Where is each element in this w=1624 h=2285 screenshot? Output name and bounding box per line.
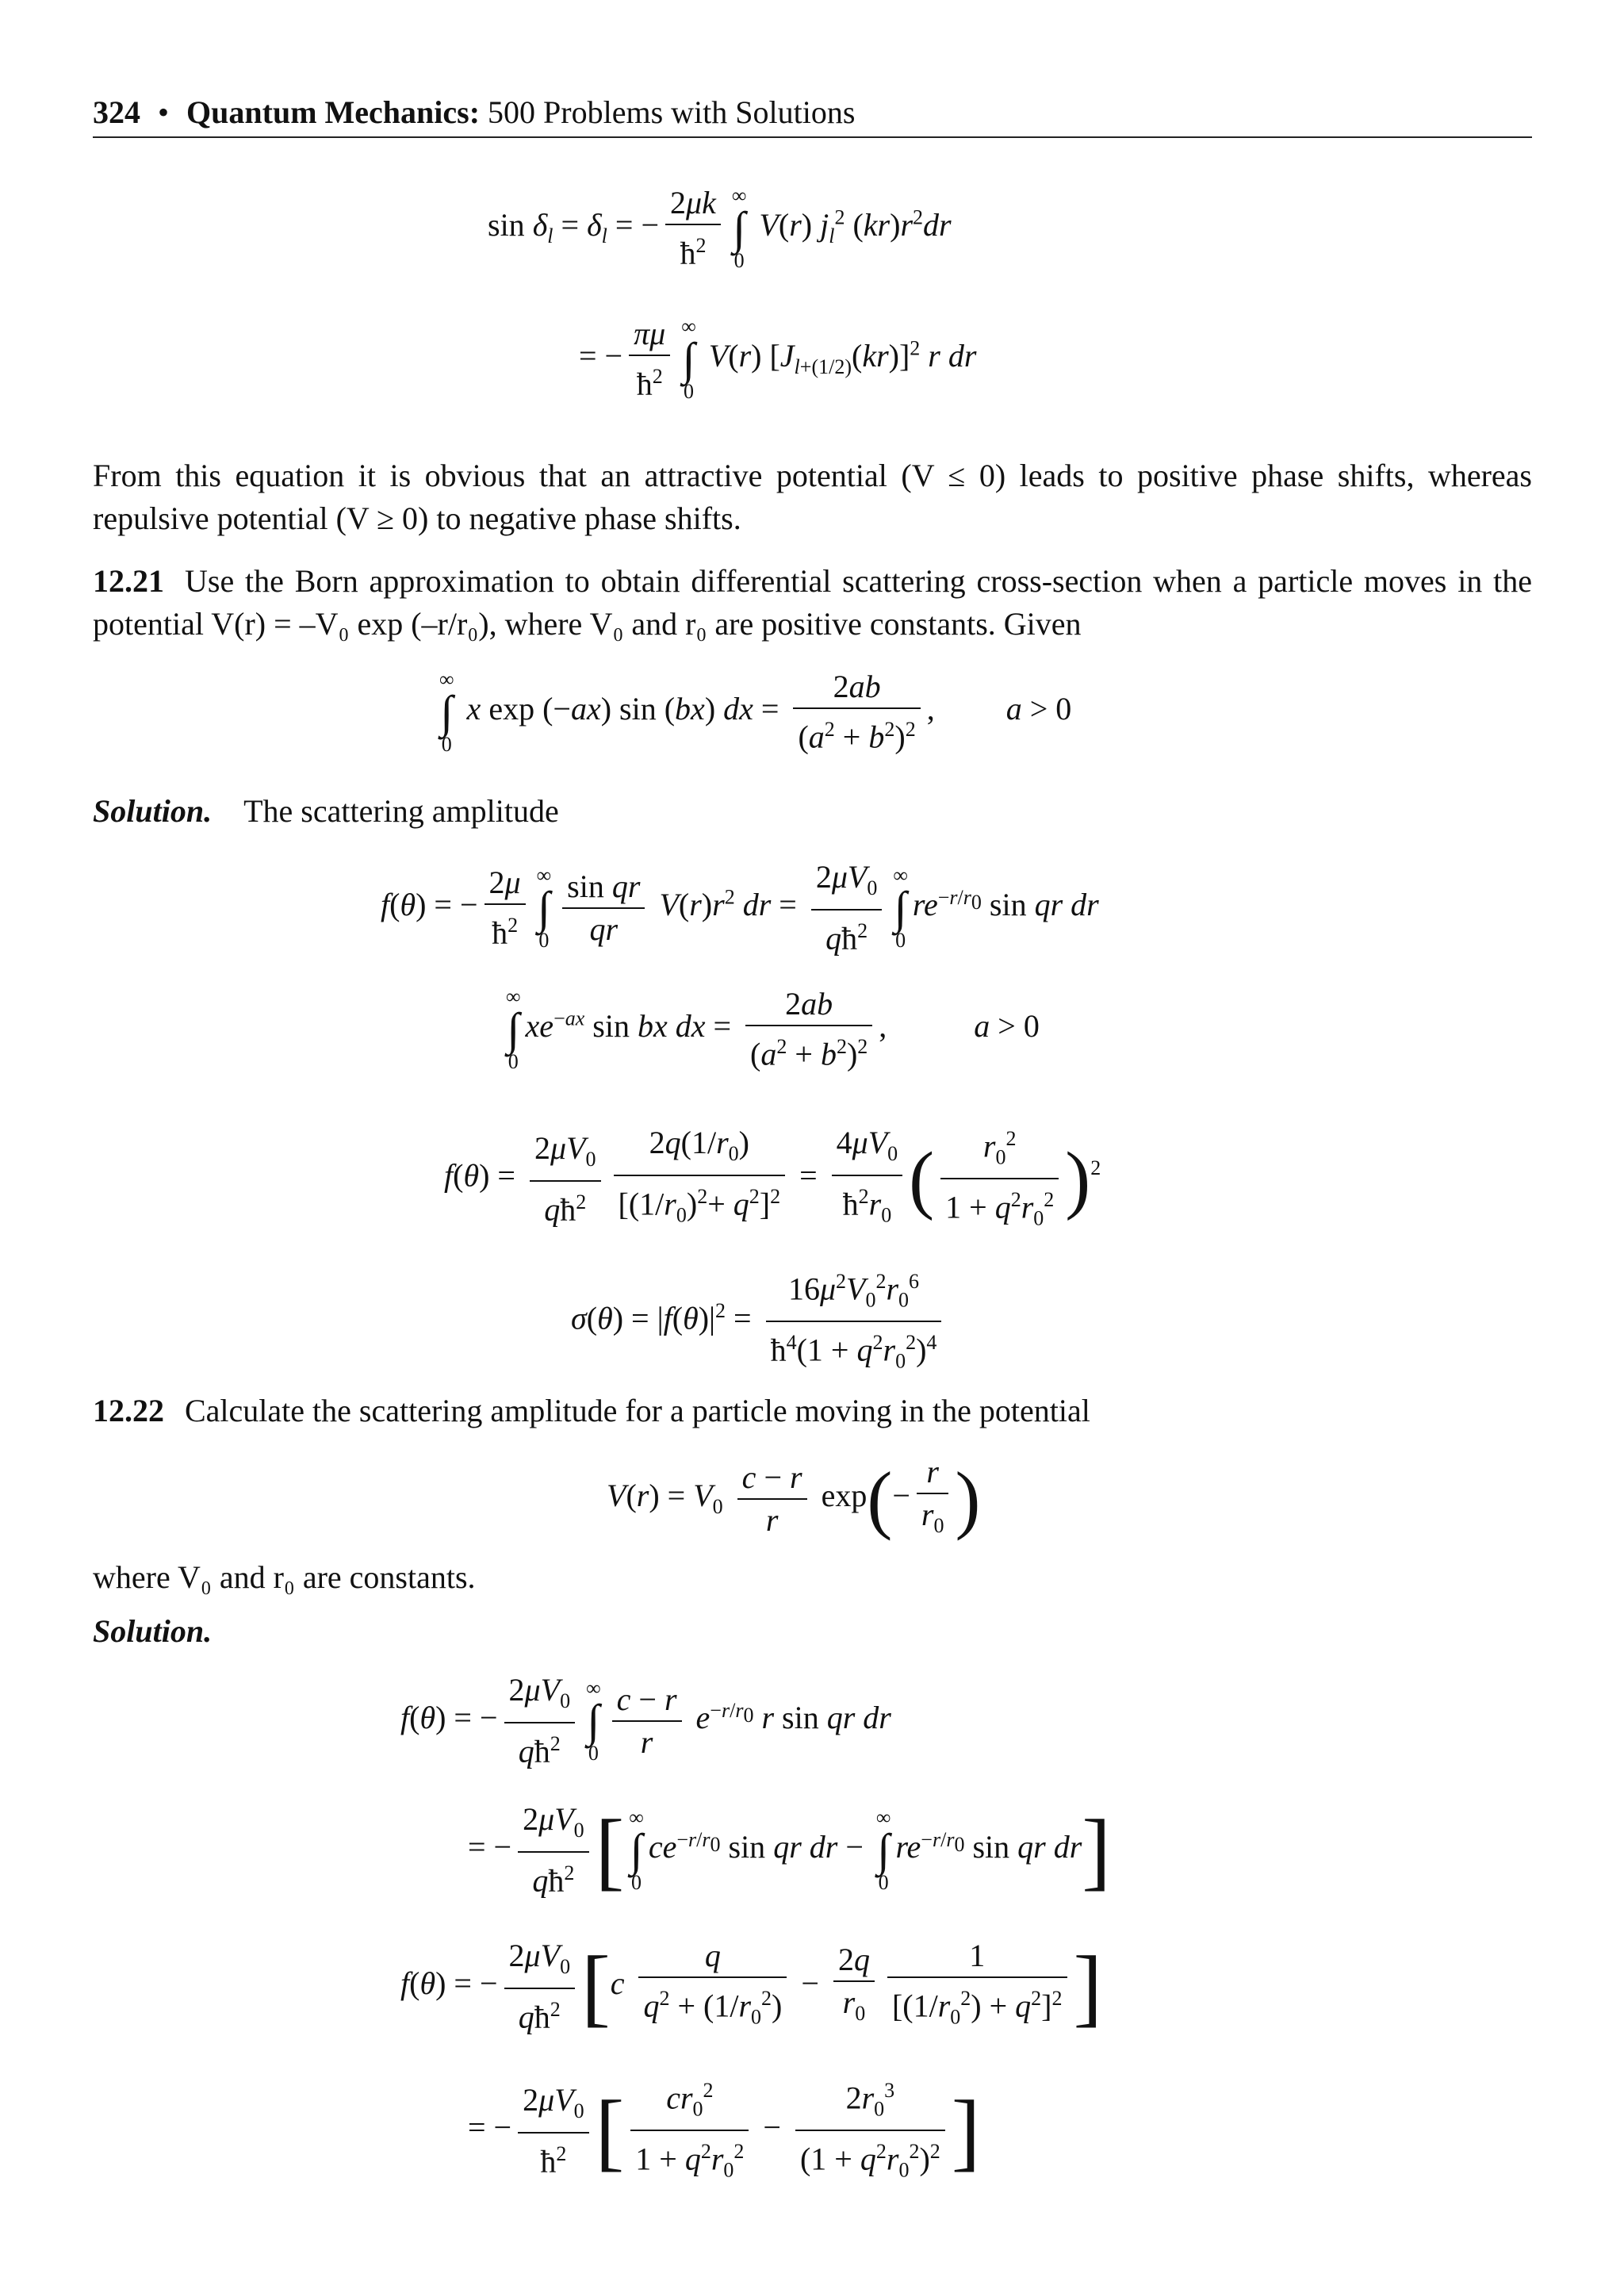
equation-sol22-1: f(θ) = − $\frac{2\mu V_0}{qħ^2}$ ∞ ∫ 0 $\frac{c - r}{r}$ $e^{-r/r_0}$ r sin qr dr xyxy=(400,1670,891,1772)
solution-intro xyxy=(93,790,1532,833)
running-head xyxy=(93,94,855,131)
equation-sol22-2: = − $\frac{2\mu V_0}{qħ^2}$ [ ∞ ∫ 0 $ce^{-r/r_0}$ sin qr dr − ∞ ∫ 0 $re^{-r/r_0}$ sin qr dr] xyxy=(468,1799,1111,1901)
bullet-separator: • xyxy=(158,94,170,130)
page-number: 324 xyxy=(93,94,140,130)
header-rule xyxy=(93,136,1532,138)
problem-12-21 xyxy=(93,560,1532,646)
equation-sol22-3: f(θ) = − $\frac{2\mu V_0}{qħ^2}$ [c $\frac{q}{q^2 + (1/r_0^2)}$ − $\frac{2q}{r_0}$ $\frac{1}{[(1/r_0^2) + q^2]^2}$ ] xyxy=(400,1935,1102,2038)
solution-label-2 xyxy=(93,1610,1532,1653)
solution-text: The scattering amplitude xyxy=(243,793,559,829)
problem-12-22-where: where V₀ and r₀ are constants. xyxy=(93,1559,476,1595)
equation-integral-2: ∞ ∫ 0 $xe^{-ax}$ sin bx dx = $\frac{2ab}{(a^2 + b^2)^2}$ , a > 0 xyxy=(506,984,1040,1073)
equation-amplitude-2: f(θ) = $\frac{2\mu V_0}{qħ^2}$ $\frac{2q(1/r_0)}{[(1/r_0)^2+ q^2]^2}$ = $\frac{4\mu V_0}{ħ^2r_0}$ ( $\frac{r_0^2}{1 + q^2r_0^2}$ )$^2$ xyxy=(444,1118,1101,1240)
solution-label: Solution. xyxy=(93,793,213,829)
equation-amplitude-1: f(θ) = − $\frac{2\mu}{ħ^2}$ ∞ ∫ 0 $\frac{\text{sin qr}}{qr}$ $V(r)r^2$ dr = $\frac{2\mu V_0}{qħ^2}$ ∞ ∫ 0 $re^{-r/r_0}$ sin qr dr xyxy=(381,857,1099,959)
paragraph-phase-shift-sign: From this equation it is obvious that an attractive potential (V ≤ 0) leads to positive phase shifts, whereas repulsive potential (V ≥ 0) to negative phase shifts. xyxy=(93,458,1532,536)
equation-potential: $V(r) = V_0$ $\frac{c - r}{r}$ exp(− $\frac{r}{r_0}$ ) xyxy=(607,1451,980,1547)
problem-text: Calculate the scattering amplitude for a particle moving in the potential xyxy=(185,1393,1090,1428)
equation-given-integral: ∞ ∫ 0 x exp (−ax) sin (bx) dx = $\frac{2ab}{(a^2 + b^2)^2}$ , a > 0 xyxy=(439,667,1072,756)
problem-12-22 xyxy=(93,1390,1532,1432)
book-subtitle: 500 Problems with Solutions xyxy=(488,94,856,130)
equation-phase-shift-2: = − $\frac{\pi\mu}{ħ^2}$ ∞ ∫ 0 V(r) $[J_{l+(1/2)}(kr)]^2$ r dr xyxy=(579,314,977,403)
problem-text: Use the Born approximation to obtain differential scattering cross-section when a particle moves in the potential V(r) = –V₀ exp (–r/r₀), where V₀ and r₀ are positive constants. Given xyxy=(93,563,1532,642)
equation-cross-section: $\sigma(\theta) = |f(\theta)|^2$ = $\frac{16\mu^2V_0^2r_0^6}{ħ^4(1 + q^2r_0^2)^4}$ xyxy=(571,1261,948,1382)
equation-sol22-4: = − $\frac{2\mu V_0}{ħ^2}$ [ $\frac{cr_0^2}{1 + q^2r_0^2}$ − $\frac{2r_0^3}{(1 + q^2r_0^2)^2}$ ] xyxy=(468,2070,980,2191)
problem-number: 12.21 xyxy=(93,563,164,599)
problem-number: 12.22 xyxy=(93,1393,164,1428)
equation-phase-shift-1: $\sin \delta_l = \delta_l$ = − $\frac{2\mu k}{ħ^2}$ ∞ ∫ 0 V(r) $j_l^2$ $(kr)r^2dr$ xyxy=(488,183,952,272)
solution-label: Solution. xyxy=(93,1613,213,1649)
book-title: Quantum Mechanics: xyxy=(186,94,481,130)
